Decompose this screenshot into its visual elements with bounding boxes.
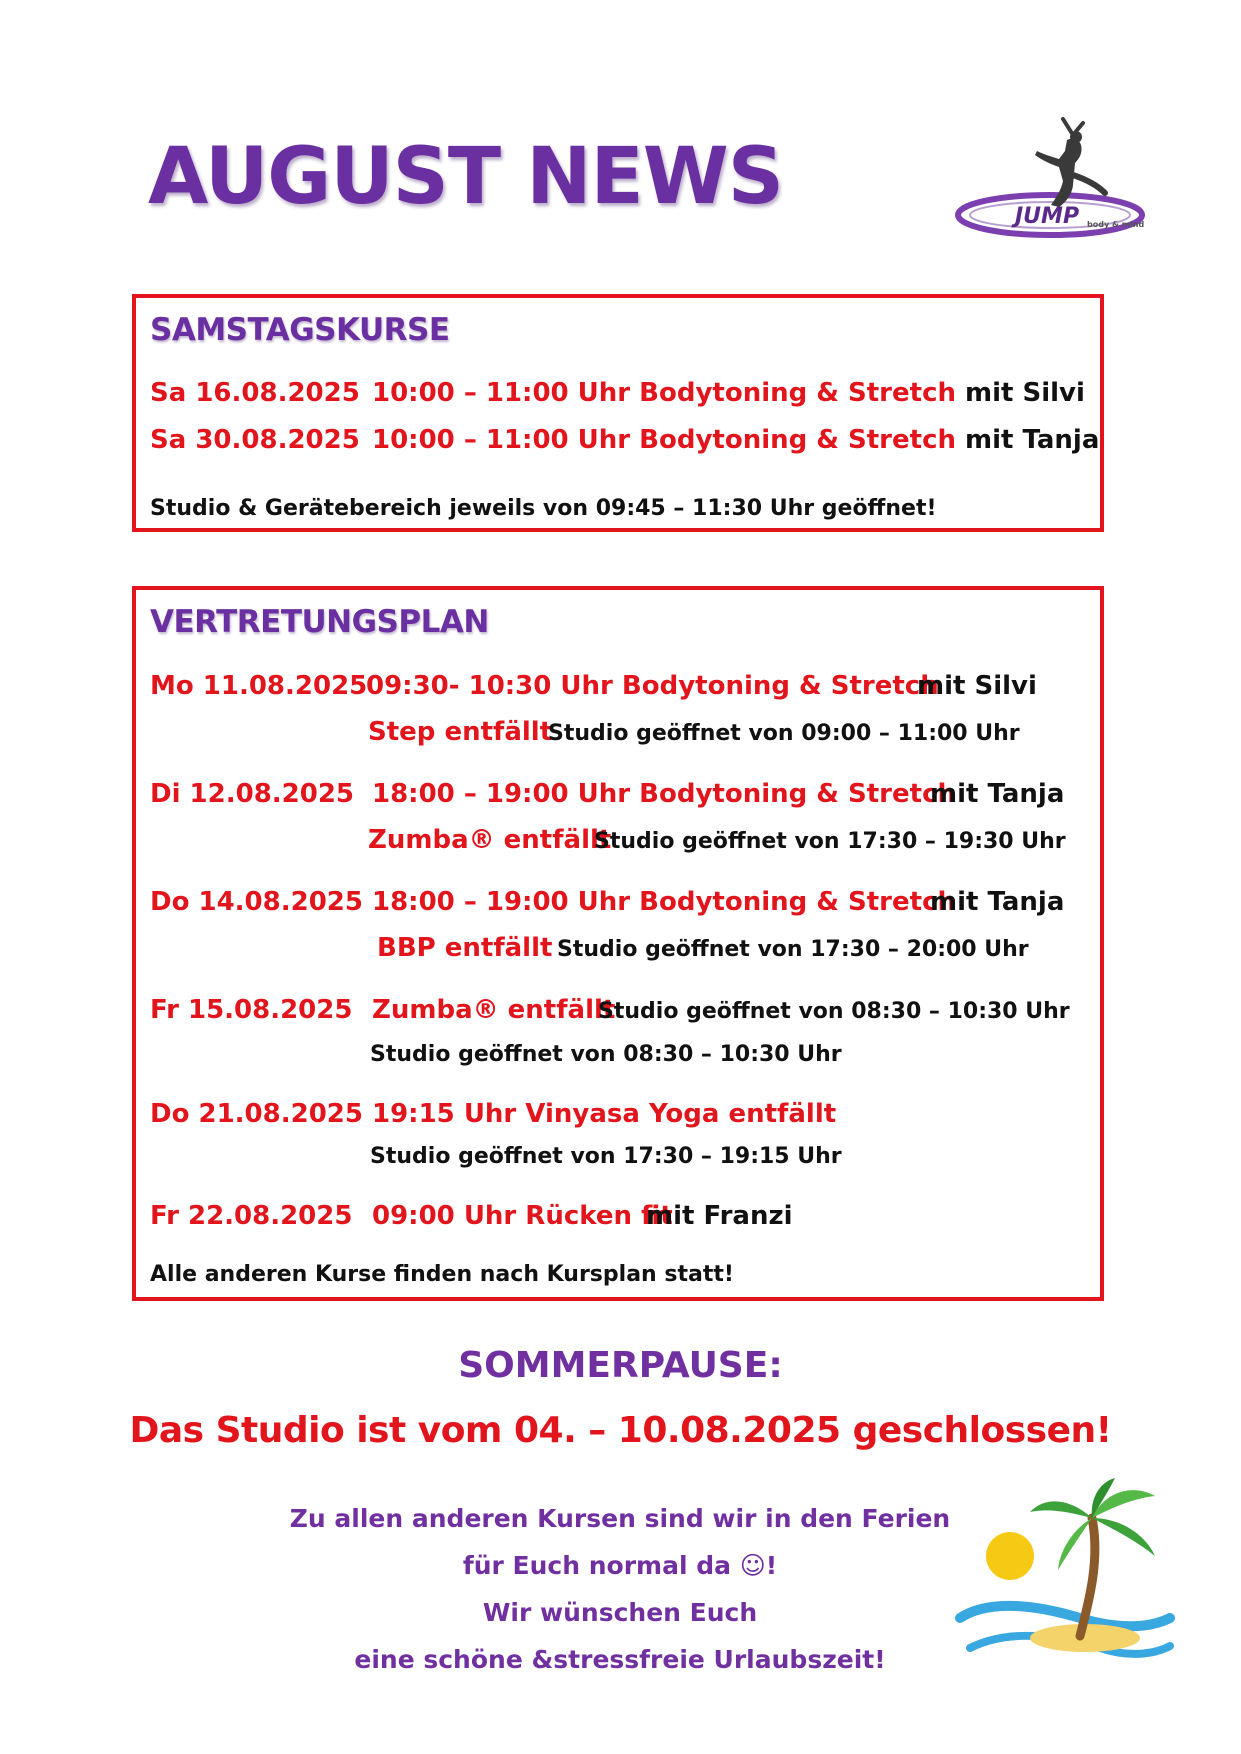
samstagskurse-box [132, 294, 1104, 532]
substitution-course: 19:15 Uhr Vinyasa Yoga entfällt [372, 1099, 837, 1129]
studio-closed-notice: Das Studio ist vom 04. – 10.08.2025 geschlossen! [129, 1410, 1112, 1451]
saturday-date: Sa 30.08.2025 [150, 425, 360, 455]
cancellation: Zumba® entfällt [368, 825, 612, 855]
page-title: AUGUST NEWS [148, 132, 783, 222]
studio-hours: Studio geöffnet von 17:30 – 20:00 Uhr [557, 937, 1029, 962]
studio-hours: Studio geöffnet von 08:30 – 10:30 Uhr [598, 999, 1070, 1024]
holiday-line: für Euch normal da ☺! [462, 1551, 778, 1580]
cancellation: Step entfällt [368, 717, 553, 747]
vertretungsplan-heading: VERTRETUNGSPLAN [150, 604, 489, 640]
substitution-trainer: mit Tanja [930, 887, 1065, 917]
logo-tagline: body & mind [1087, 220, 1145, 229]
substitution-trainer: mit Franzi [646, 1201, 793, 1231]
jump-logo [955, 115, 1155, 245]
substitution-course: 18:00 – 19:00 Uhr Bodytoning & Stretch [372, 779, 956, 809]
substitution-course: 09:00 Uhr Rücken fit [372, 1201, 673, 1231]
saturday-course: 10:00 – 11:00 Uhr Bodytoning & Stretch [372, 378, 956, 408]
palm-island-icon [950, 1478, 1180, 1678]
samstagskurse-heading: SAMSTAGSKURSE [150, 312, 450, 348]
saturday-date: Sa 16.08.2025 [150, 378, 360, 408]
studio-hours: Studio geöffnet von 17:30 – 19:15 Uhr [370, 1144, 842, 1169]
dancer-logo-icon [955, 115, 1155, 245]
studio-hours: Studio geöffnet von 08:30 – 10:30 Uhr [370, 1042, 842, 1067]
logo-brand: JUMP [1015, 204, 1080, 229]
holiday-line: Wir wünschen Euch [482, 1598, 758, 1627]
cancellation: Zumba® entfällt [372, 995, 616, 1025]
substitution-trainer: mit Silvi [917, 671, 1037, 701]
holiday-line: Zu allen anderen Kursen sind wir in den Ferien [289, 1504, 951, 1533]
saturday-trainer: mit Tanja [965, 425, 1100, 455]
saturday-course: 10:00 – 11:00 Uhr Bodytoning & Stretch [372, 425, 956, 455]
holiday-line: eine schöne &stressfreie Urlaubszeit! [354, 1645, 886, 1674]
substitution-date: Fr 15.08.2025 [150, 995, 353, 1025]
cancellation: BBP entfällt [377, 933, 553, 963]
holiday-message [250, 1495, 990, 1683]
vertretungsplan-note: Alle anderen Kurse finden nach Kursplan statt! [150, 1262, 734, 1287]
sommerpause-heading: SOMMERPAUSE: [458, 1345, 783, 1386]
substitution-date: Mo 11.08.2025 [150, 671, 368, 701]
substitution-date: Di 12.08.2025 [150, 779, 355, 809]
studio-hours: Studio geöffnet von 17:30 – 19:30 Uhr [594, 829, 1066, 854]
substitution-trainer: mit Tanja [930, 779, 1065, 809]
substitution-date: Fr 22.08.2025 [150, 1201, 353, 1231]
saturday-trainer: mit Silvi [965, 378, 1085, 408]
samstagskurse-note: Studio & Gerätebereich jeweils von 09:45 – 11:30 Uhr geöffnet! [150, 496, 937, 521]
substitution-date: Do 21.08.2025 [150, 1099, 363, 1129]
substitution-course: 18:00 – 19:00 Uhr Bodytoning & Stretch [372, 887, 956, 917]
substitution-course: 09:30- 10:30 Uhr Bodytoning & Stretch [366, 671, 939, 701]
studio-hours: Studio geöffnet von 09:00 – 11:00 Uhr [548, 721, 1020, 746]
substitution-date: Do 14.08.2025 [150, 887, 363, 917]
vertretungsplan-box [132, 586, 1104, 1301]
